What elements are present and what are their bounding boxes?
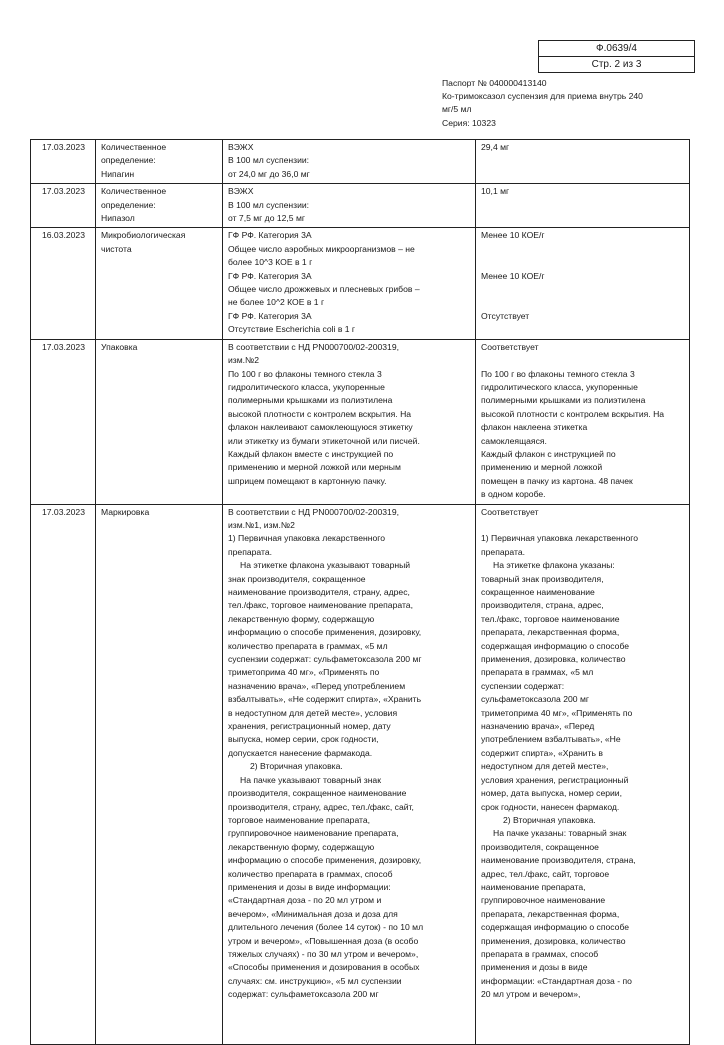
test-result-line: На пачке указаны: товарный знак [493,828,627,839]
test-requirement-line: По 100 г во флаконы темного стекла 3 [228,368,382,379]
test-result-line: полимерными крышками из полиэтилена [481,395,646,406]
test-requirement-line: Общее число аэробных микроорганизмов – не [228,243,415,254]
test-date: 17.03.2023 [31,504,96,1044]
test-result-line: применения и дозы в виде [481,962,588,973]
test-date: 17.03.2023 [31,184,96,228]
test-requirement-line: гидролитического класса, укупоренные [228,381,385,392]
test-requirement [223,504,476,1044]
test-result-line: Менее 10 КОЕ/г [481,230,545,241]
test-date: 16.03.2023 [31,228,96,339]
test-result-line [481,296,685,309]
test-requirement-line: от 7,5 мг до 12,5 мг [228,213,306,224]
test-result-line: употреблением взбалтывать», «Не [481,734,621,745]
test-requirement-line: не более 10^2 КОЕ в 1 г [228,297,325,308]
product-name-line1: Ко-тримоксазол суспензия для приема внутрь 240 [442,91,643,102]
test-result-line: адрес, тел./факс, сайт, торговое [481,868,610,879]
test-requirement-line: в недоступном для детей месте», условия [228,707,398,718]
test-result-line: 20 мл утром и вечером», [481,989,581,1000]
test-requirement-line: 2) Вторичная упаковка. [250,761,343,772]
test-requirement-line: информацию о способе применения, дозировку, [228,855,422,866]
test-requirement-line: группировочное наименование препарата, [228,828,399,839]
test-result [476,228,690,339]
table-row [31,140,690,184]
test-result-line: препарата. [481,546,526,557]
test-parameter-line: определение: [101,199,156,210]
test-requirement [223,140,476,184]
test-requirement-line: шприцем помещают в картонную пачку. [228,475,387,486]
test-requirement-line: В 100 мл суспензии: [228,199,310,210]
test-result-line: тел./факс, торговое наименование [481,613,620,624]
test-result-line: в одном коробе. [481,489,546,500]
test-parameter [96,184,223,228]
test-result-line: высокой плотности с контролем вскрытия. На [481,408,665,419]
test-requirement-line: ГФ РФ. Категория 3А [228,230,312,241]
test-requirement-line: торговое наименование препарата, [228,814,371,825]
test-requirement-line: В соответствии с НД РN000700/02-200319, [228,506,399,517]
test-result-line: препарата в граммах, «5 мл [481,667,594,678]
test-requirement-line: утром и вечером», «Повышенная доза (в особо [228,935,419,946]
test-result-line: применения, дозировка, количество [481,935,626,946]
test-result-line: Отсутствует [481,310,530,321]
table-row [31,228,690,339]
test-requirement-line: или этикетку из бумаги этикеточной или писчей. [228,435,420,446]
test-requirement-line: триметоприма 40 мг», «Применять по [228,667,380,678]
test-result [476,504,690,1044]
test-requirement-line: назначению врача», «Перед употреблением [228,680,406,691]
document-header [442,77,682,130]
test-result-line: товарный знак производителя, [481,573,604,584]
test-requirement-line: количество препарата в граммах, «5 мл [228,640,388,651]
test-result-line: содержащая информацию о способе [481,922,630,933]
test-result-line: применения, дозировка, количество [481,654,626,665]
test-result-line: сульфаметоксазола 200 мг [481,694,589,705]
test-parameter-line: Микробиологическая [101,230,186,241]
test-requirement-line: лекарственную форму, содержащую [228,613,375,624]
test-requirement-line: случаях: см. инструкцию», «5 мл суспензии [228,975,402,986]
test-result-line: информации: «Стандартная доза - по [481,975,632,986]
test-requirement-line: от 24,0 мг до 36,0 мг [228,168,310,179]
page-number: Стр. 2 из 3 [539,56,694,72]
test-result-line: препарата в граммах, способ [481,948,599,959]
test-parameter-line: Количественное [101,186,167,197]
table-row [31,339,690,504]
test-requirement-line: выпуска, номер серии, срок годности, [228,734,379,745]
test-requirement-line: длительного лечения (более 14 суток) - по 10 мл [228,922,424,933]
test-result-line: 1) Первичная упаковка лекарственного [481,533,638,544]
test-result-line: наименование препарата, [481,881,586,892]
test-requirement-line: высокой плотности с контролем вскрытия. На [228,408,412,419]
test-requirement-line: В соответствии с НД РN000700/02-200319, [228,341,399,352]
form-code-box [538,40,695,73]
test-requirement-line: тяжелых случаях) - по 30 мл утром и вечером», [228,948,419,959]
test-result-line: гидролитического класса, укупоренные [481,381,638,392]
test-results-table [30,139,690,1045]
test-parameter-line: Нипазол [101,213,135,224]
test-result-line: препарата, лекарственная форма, [481,908,620,919]
test-parameter-line: Нипагин [101,168,135,179]
series-number: Серия: 10323 [442,117,496,128]
test-result-line [481,354,685,367]
test-requirement-line: лекарственную форму, содержащую [228,841,375,852]
product-name-line2: мг/5 мл [442,104,472,115]
test-requirement-line: изм.№2 [228,355,260,366]
test-requirement-line: полимерными крышками из полиэтилена [228,395,393,406]
test-requirement-line: более 10^3 КОЕ в 1 г [228,257,313,268]
test-result-line: содержит спирта», «Хранить в [481,747,603,758]
test-result-line [481,519,685,532]
test-requirement-line: ГФ РФ. Категория 3А [228,270,312,281]
test-requirement-line: изм.№1, изм.№2 [228,519,295,530]
test-requirement-line: ГФ РФ. Категория 3А [228,310,312,321]
test-parameter [96,140,223,184]
test-requirement-line: Отсутствие Escherichia coli в 1 г [228,324,356,335]
test-requirement-line: производителя, сокращенное наименование [228,788,407,799]
test-result-line: производителя, страна, адрес, [481,600,604,611]
form-code: Ф.0639/4 [596,43,637,54]
test-requirement-line: 1) Первичная упаковка лекарственного [228,533,385,544]
test-result-line: условия хранения, регистрационный [481,774,629,785]
test-requirement [223,339,476,504]
test-requirement-line: препарата. [228,546,273,557]
test-requirement-line: взбалтывать», «Не содержит спирта», «Хранить [228,694,422,705]
test-requirement-line: В 100 мл суспензии: [228,155,310,166]
test-requirement-line: флакон наклеивают самоклеющуюся этикетку [228,422,413,433]
test-result-line: Соответствует [481,506,539,517]
test-parameter-line: Упаковка [101,341,138,352]
test-result-line [481,283,685,296]
test-result-line: триметоприма 40 мг», «Применять по [481,707,633,718]
test-result [476,184,690,228]
test-result-line [481,243,685,256]
test-requirement-line: суспензии содержат: сульфаметоксазола 200 мг [228,654,422,665]
test-parameter-line: определение: [101,155,156,166]
test-parameter-line: Количественное [101,142,167,152]
test-result-line: сокращенное наименование [481,587,595,597]
test-result-line: суспензии содержат: [481,680,565,691]
test-parameter [96,339,223,504]
test-result-line: препарата, лекарственная форма, [481,627,620,638]
test-result-line: На этикетке флакона указаны: [493,560,615,571]
test-result [476,339,690,504]
test-requirement [223,228,476,339]
test-result [476,140,690,184]
test-requirement-line: наименование производителя, страну, адрес, [228,587,410,597]
test-result-line: недоступном для детей месте», [481,761,609,772]
test-requirement-line: информацию о способе применения, дозировку, [228,627,422,638]
test-result-line: Соответствует [481,341,539,352]
test-result-line: срок годности, нанесен фармакод. [481,801,620,812]
test-requirement-line: тел./факс, торговое наименование препарата, [228,600,413,611]
test-requirement-line: применению и мерной ложкой или мерным [228,462,401,473]
table-row [31,504,690,1044]
test-result-line: 2) Вторичная упаковка. [503,814,596,825]
test-result-line [481,256,685,269]
test-result-line: самоклеящаяся. [481,435,547,446]
test-result-line: По 100 г во флаконы темного стекла 3 [481,368,635,379]
test-requirement-line: На этикетке флакона указывают товарный [240,560,411,571]
test-result-line: 10,1 мг [481,186,510,197]
test-result-line: 29,4 мг [481,142,510,152]
test-parameter [96,504,223,1044]
test-result-line: наименование производителя, страна, [481,855,636,866]
test-requirement-line: количество препарата в граммах, способ [228,868,393,879]
test-requirement [223,184,476,228]
test-requirement-line: «Способы применения и дозирования в особых [228,962,420,973]
test-requirement-line: знак производителя, сокращенное [228,573,366,584]
test-requirement-line: ВЭЖХ [228,186,254,197]
test-result-line: назначению врача», «Перед [481,721,595,732]
test-requirement-line: хранения, регистрационный номер, дату [228,721,391,732]
test-result-line: применению и мерной ложкой [481,462,603,473]
test-requirement-line: допускается нанесение фармакода. [228,747,373,758]
test-result-line: помещен в пачку из картона. 48 пачек [481,475,633,486]
test-date: 17.03.2023 [31,339,96,504]
test-parameter [96,228,223,339]
test-result-line: Менее 10 КОЕ/г [481,270,545,281]
test-requirement-line: применения и дозы в виде информации: [228,881,391,892]
test-requirement-line: Каждый флакон вместе с инструкцией по [228,448,394,459]
test-requirement-line: ВЭЖХ [228,142,254,152]
test-requirement-line: вечером», «Минимальная доза и доза для [228,908,398,919]
test-date: 17.03.2023 [31,140,96,184]
test-requirement-line: содержат: сульфаметоксазола 200 мг [228,989,379,1000]
test-requirement-line: производителя, страну, адрес, тел./факс, сайт, [228,801,414,812]
test-result-line: флакон наклеена этикетка [481,422,588,433]
test-parameter-line: Маркировка [101,506,150,517]
passport-number: Паспорт № 040000413140 [442,78,547,88]
test-result-line: содержащая информацию о способе [481,640,630,651]
table-row [31,184,690,228]
test-result-line: номер, дата выпуска, номер серии, [481,788,622,799]
test-result-line: группировочное наименование [481,895,606,906]
test-requirement-line: На пачке указывают товарный знак [240,774,381,785]
test-requirement-line: «Стандартная доза - по 20 мл утром и [228,895,382,906]
test-result-line: производителя, сокращенное [481,841,599,852]
test-requirement-line: Общее число дрожжевых и плесневых грибов – [228,284,420,295]
test-result-line: Каждый флакон с инструкцией по [481,448,616,459]
test-parameter-line: чистота [101,243,132,254]
